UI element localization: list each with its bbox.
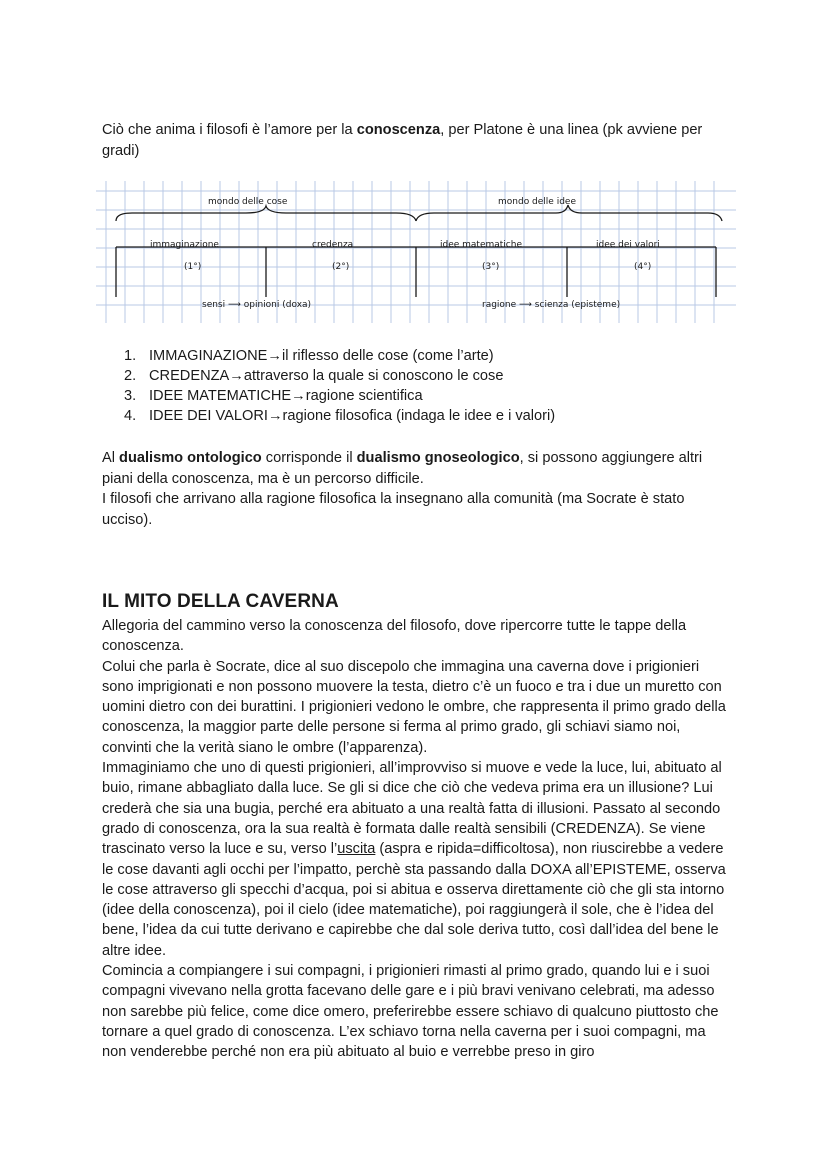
bold-dualismo-ontologico: dualismo ontologico: [119, 450, 262, 466]
label-credenza: credenza: [312, 240, 354, 250]
list-item: 4. IDEE DEI VALORI→ragione filosofica (indaga le idee e i valori): [124, 408, 556, 424]
label-ragione-scienza: ragione ⟶ scienza (episteme): [482, 300, 621, 310]
bold-dualismo-gnoseologico: dualismo gnoseologico: [356, 450, 520, 466]
intro-bold-conoscenza: conoscenza: [356, 122, 441, 138]
label-sensi-opinioni: sensi ⟶ opinioni (doxa): [202, 300, 312, 310]
body-paragraph-1: Allegoria del cammino verso la conoscenza del filosofo, dove ripercorre tutte le tappe della conoscenza.: [102, 618, 687, 655]
list-item: 3. IDEE MATEMATICHE→ragione scientifica: [124, 388, 423, 404]
platone-line-diagram: [96, 181, 736, 323]
list-item: 1. IMMAGINAZIONE→il riflesso delle cose (come l’arte): [124, 348, 494, 364]
body-paragraph-4: Comincia a compiangere i sui compagni, i prigionieri rimasti al primo grado, quando lui e i suoi compagni vivevano nella grotta facevano delle gare e i più bravi venivano celebrati, ma adesso non sarebbe più felice, come dice omero, preferirebbe essere schiavo di qualcuno piuttosto che tornare a quel grado di conoscenza. L’ex schiavo torna nella caverna per i suoi compagni, ma non venderebbe perché non era più abituato al buio e verrebbe preso in giro: [102, 963, 719, 1061]
num-4: (4°): [634, 262, 652, 272]
intro-text: Ciò che anima i filosofi è l’amore per la: [102, 122, 357, 138]
philosophers-line: I filosofi che arrivano alla ragione filosofica la insegnano alla comunità (ma Socrate è stato ucciso).: [102, 491, 685, 528]
degrees-list: [124, 346, 555, 426]
dualism-line: Al dualismo ontologico corrisponde il dualismo gnoseologico, si possono aggiungere altri piani della conoscenza, ma è un percorso difficile.: [102, 450, 703, 487]
body-paragraph-3: Immaginiamo che uno di questi prigionieri, all’improvviso si muove e vede la luce, lui, abituato al buio, rimane abbagliato dalla luce. Se gli si dice che ciò che vedeva prima era un illusione? Lui crederà che sia una bugia, perché era abituato a una realtà fatta di illusioni. Passato al secondo grado di conoscenza, ora la sua realtà è formata dalle realtà sensibili (CREDENZA). Se viene trascinato verso la luce e su, verso l’uscita (aspra e ripida=difficoltosa), non riuscirebbe a vedere le cose davanti agli occhi per l’impatto, perchè sta passando dalla DOXA all’EPISTEME, osserva le cose attraverso gli specchi d’acqua, poi si abitua e osserva direttamente ciò che gli sta intorno (idee della conoscenza), poi il cielo (idee matematiche), poi raggiungerà il sole, che è l’idea del bene, l’idea da cui tutte derivano e capirebbe che dal sole deriva tutto, così dall’idea del bene le altre idee.: [102, 760, 726, 959]
intro-paragraph: [102, 120, 742, 161]
label-immaginazione: immaginazione: [150, 240, 219, 250]
label-mondo-delle-idee: mondo delle idee: [498, 197, 576, 207]
label-idee-dei-valori: idee dei valori: [596, 240, 660, 250]
list-item: 2. CREDENZA→attraverso la quale si conoscono le cose: [124, 368, 504, 384]
label-idee-matematiche: idee matematiche: [440, 240, 522, 250]
caverna-body: [102, 616, 732, 1063]
label-mondo-delle-cose: mondo delle cose: [208, 197, 288, 207]
body-paragraph-2: Colui che parla è Socrate, dice al suo discepolo che immagina una caverna dove i prigionieri sono imprigionati e non possono muovere la testa, dietro c’è un fuoco e tra i due un muretto con uomini dietro con dei burattini. I prigionieri vedono le ombre, che rappresenta il primo grado della conoscenza, la maggior parte delle persone si ferma al primo grado, gli schiavi siamo noi, convinti che la verità siano le ombre (l’apparenza).: [102, 658, 726, 756]
num-2: (2°): [332, 262, 350, 272]
left-brace: [116, 206, 416, 221]
num-3: (3°): [482, 262, 500, 272]
dualism-paragraph: [102, 448, 732, 530]
intro-text-end: , per Platone è una linea (pk avviene per gradi): [102, 122, 703, 159]
underlined-uscita: uscita: [337, 841, 376, 858]
num-1: (1°): [184, 262, 202, 272]
section-heading: IL MITO DELLA CAVERNA: [102, 591, 339, 612]
